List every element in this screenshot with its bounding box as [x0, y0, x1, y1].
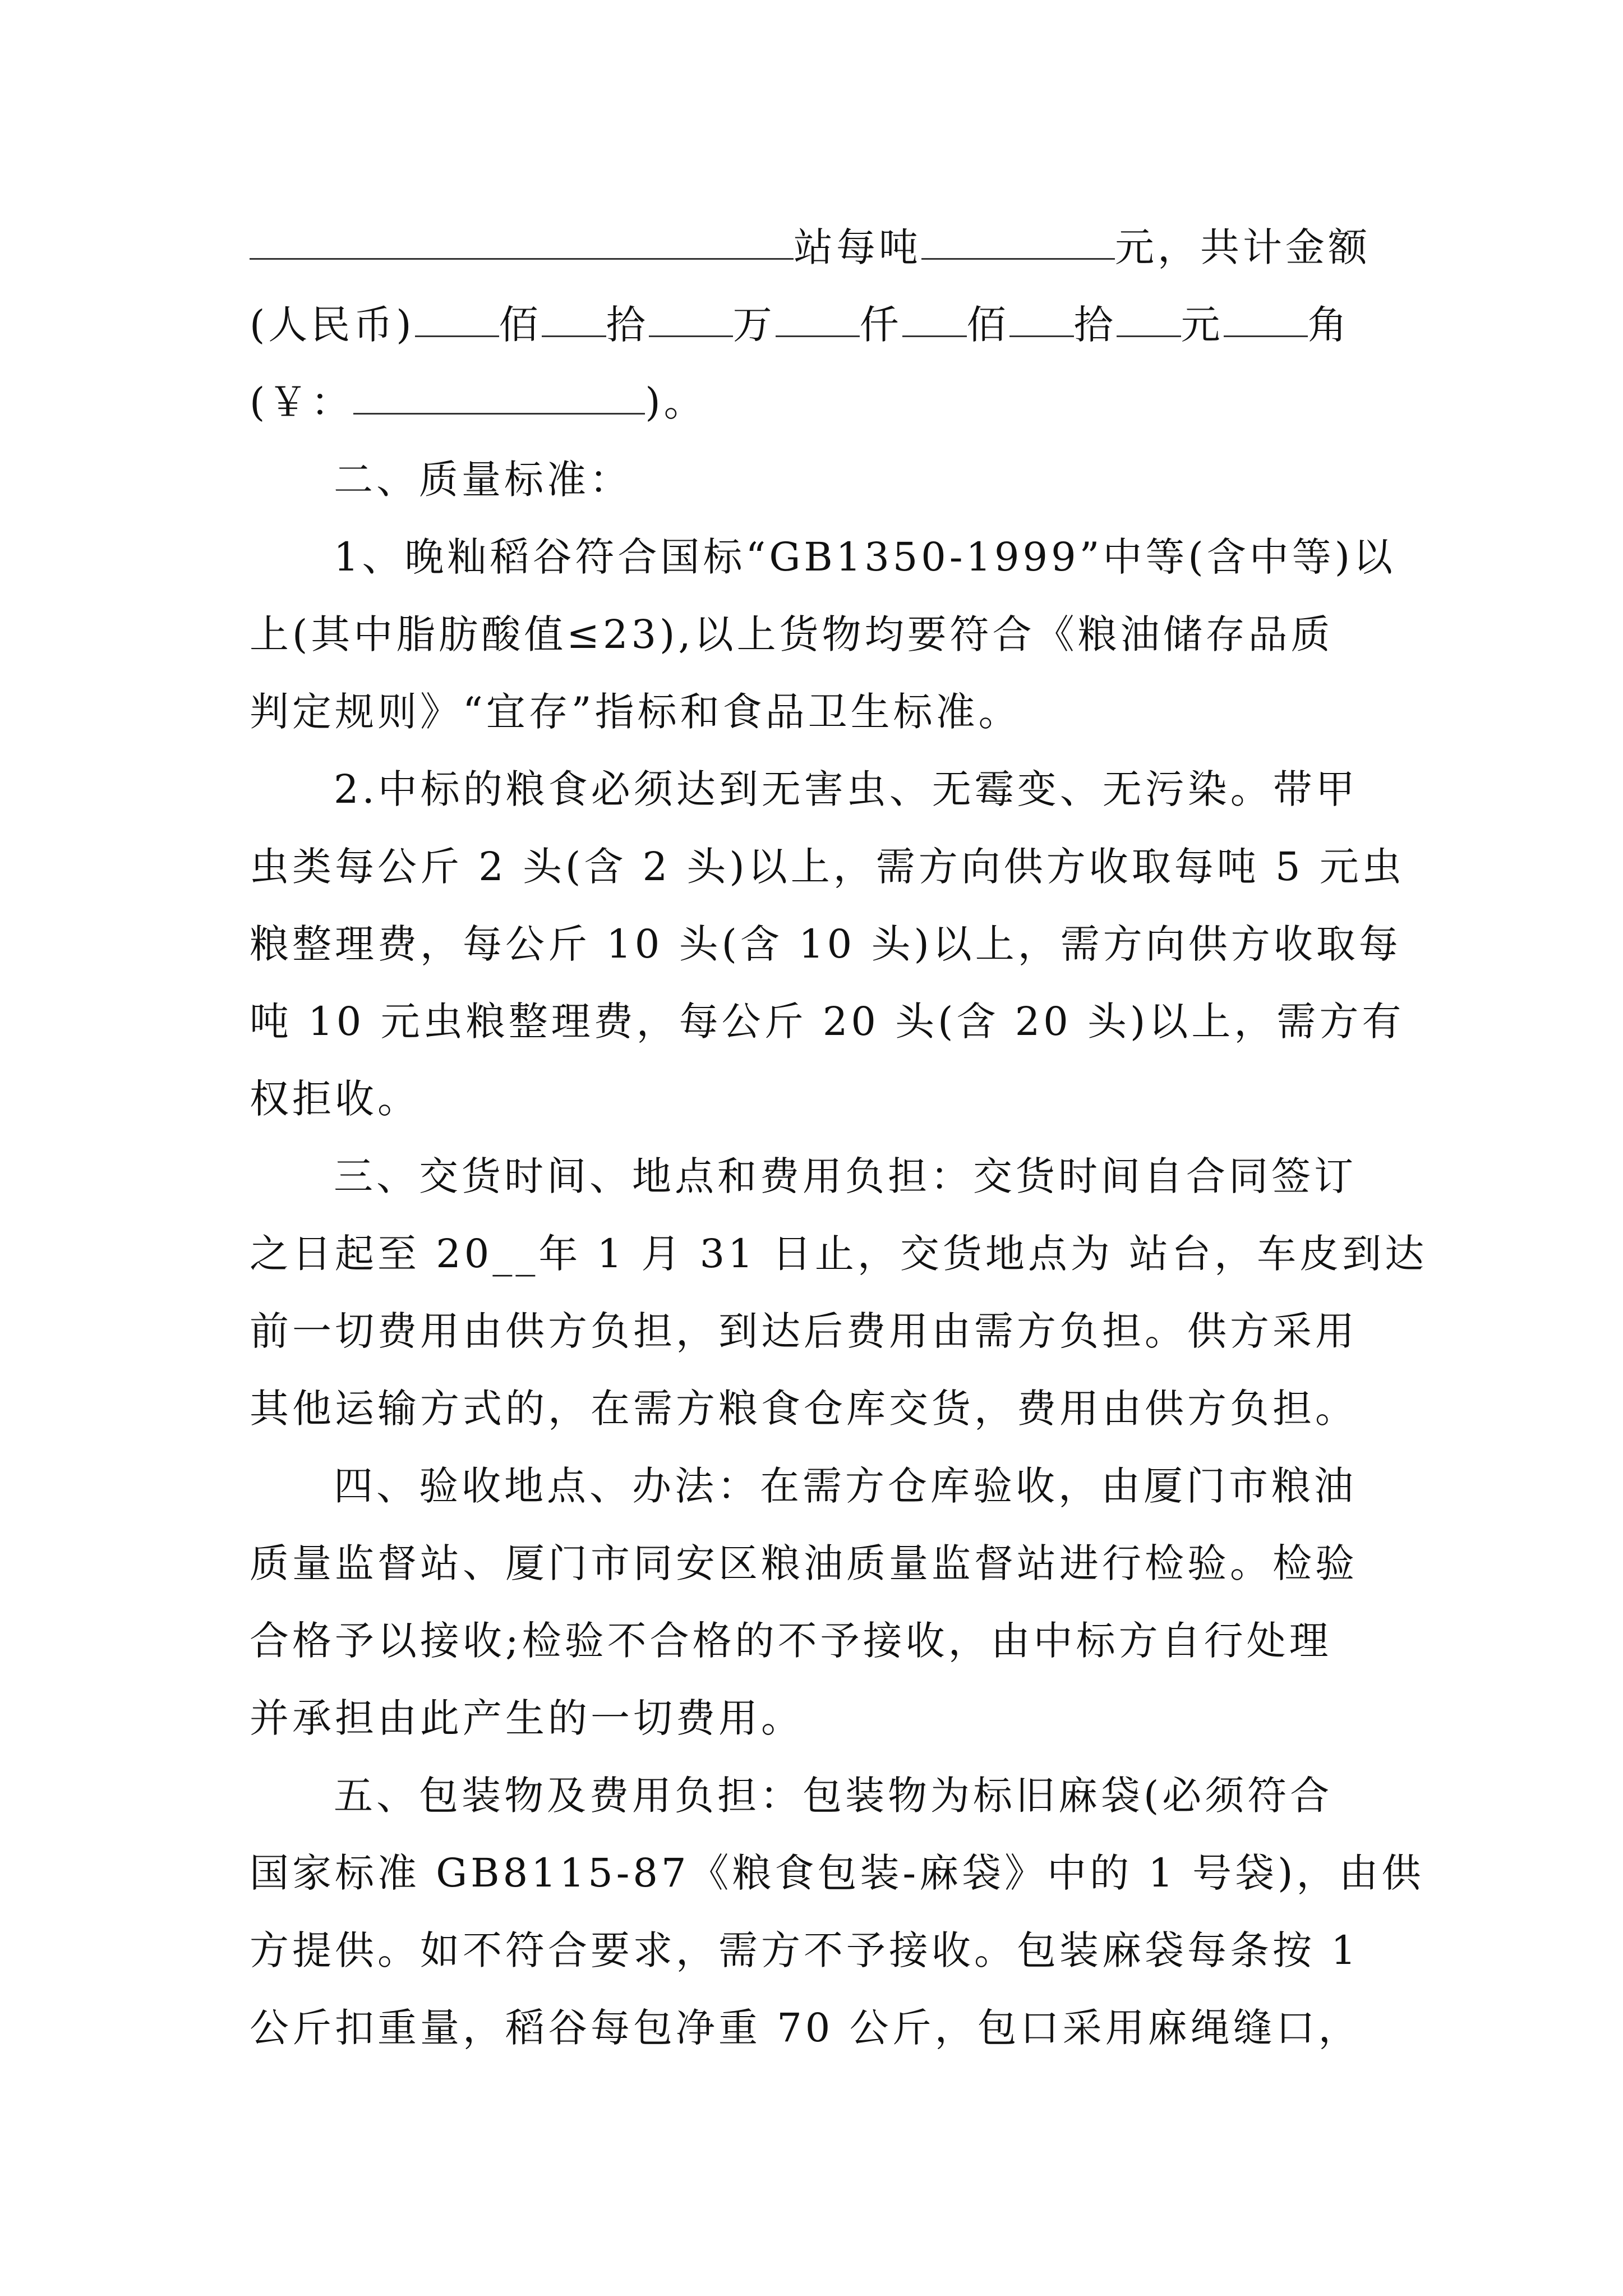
price-blank[interactable]	[921, 214, 1115, 260]
price-per-ton-label: 站每吨	[794, 224, 921, 270]
unit-wan: 万	[732, 302, 776, 348]
rmb-words-line	[250, 286, 1388, 364]
unit-qian: 仟	[859, 302, 902, 348]
paragraph-line: 合格予以接收;检验不合格的不予接收，由中标方自行处理	[250, 1618, 1332, 1664]
amount-blank[interactable]	[1224, 292, 1308, 337]
price-line	[250, 209, 1388, 286]
paragraph-line: 1、晚籼稻谷符合国标“GB1350-1999”中等(含中等)以	[334, 534, 1396, 580]
paragraph-line: 权拒收。	[250, 1076, 420, 1122]
paragraph-line: 并承担由此产生的一切费用。	[250, 1695, 804, 1741]
unit-yuan: 元	[1181, 302, 1224, 348]
amount-blank[interactable]	[542, 292, 606, 337]
paragraph-line: 吨 10 元虫粮整理费，每公斤 20 头(含 20 头)以上，需方有	[250, 999, 1405, 1045]
unit-shi: 拾	[606, 302, 649, 348]
rmb-label: (人民币)	[250, 302, 415, 348]
unit-shi: 拾	[1073, 302, 1117, 348]
unit-bai: 佰	[966, 302, 1009, 348]
paragraph-line: 方提供。如不符合要求，需方不予接收。包装麻袋每条按 1	[250, 1927, 1359, 1973]
paragraph-line: 国家标准 GB8115-87《粮食包装-麻袋》中的 1 号袋)，由供	[250, 1850, 1424, 1896]
closing-paren: )。	[645, 379, 707, 425]
amount-blank[interactable]	[649, 292, 733, 337]
rmb-figure-line	[250, 364, 1388, 441]
paragraph-line: 四、验收地点、办法：在需方仓库验收，由厦门市粮油	[334, 1463, 1357, 1509]
paragraph-line: 上(其中脂肪酸值≤23),以上货物均要符合《粮油储存品质	[250, 611, 1334, 657]
paragraph-line: 2.中标的粮食必须达到无害虫、无霉变、无污染。带甲	[334, 766, 1358, 812]
document-page	[250, 209, 1428, 2067]
paragraph-line: 公斤扣重量，稻谷每包净重 70 公斤，包口采用麻绳缝口，	[250, 2005, 1361, 2051]
amount-blank[interactable]	[1009, 292, 1074, 337]
paragraph-line: 三、交货时间、地点和费用负担：交货时间自合同签订	[334, 1153, 1357, 1199]
section-heading: 二、质量标准：	[334, 457, 632, 503]
paragraph-line: 质量监督站、厦门市同安区粮油质量监督站进行检验。检验	[250, 1540, 1358, 1586]
station-blank[interactable]	[250, 214, 794, 260]
paragraph-line: 虫类每公斤 2 头(含 2 头)以上，需方向供方收取每吨 5 元虫	[250, 844, 1405, 890]
amount-blank[interactable]	[415, 292, 499, 337]
total-amount-label: 元，共计金额	[1115, 224, 1371, 270]
amount-blank[interactable]	[776, 292, 860, 337]
paragraph-line: 粮整理费，每公斤 10 头(含 10 头)以上，需方向供方收取每	[250, 921, 1401, 967]
yuan-symbol-label: (￥：	[250, 379, 354, 425]
unit-jiao: 角	[1307, 302, 1350, 348]
unit-bai: 佰	[499, 302, 542, 348]
amount-blank[interactable]	[1117, 292, 1181, 337]
paragraph-line: 判定规则》“宜存”指标和食品卫生标准。	[250, 689, 1021, 735]
amount-blank[interactable]	[902, 292, 967, 337]
paragraph-line: 五、包装物及费用负担：包装物为标旧麻袋(必须符合	[334, 1773, 1333, 1819]
paragraph-line: 其他运输方式的，在需方粮食仓库交货，费用由供方负担。	[250, 1386, 1358, 1432]
figure-amount-blank[interactable]	[353, 369, 645, 415]
paragraph-line: 之日起至 20__年 1 月 31 日止，交货地点为 站台，车皮到达	[250, 1231, 1428, 1277]
paragraph-line: 前一切费用由供方负担，到达后费用由需方负担。供方采用	[250, 1308, 1358, 1354]
